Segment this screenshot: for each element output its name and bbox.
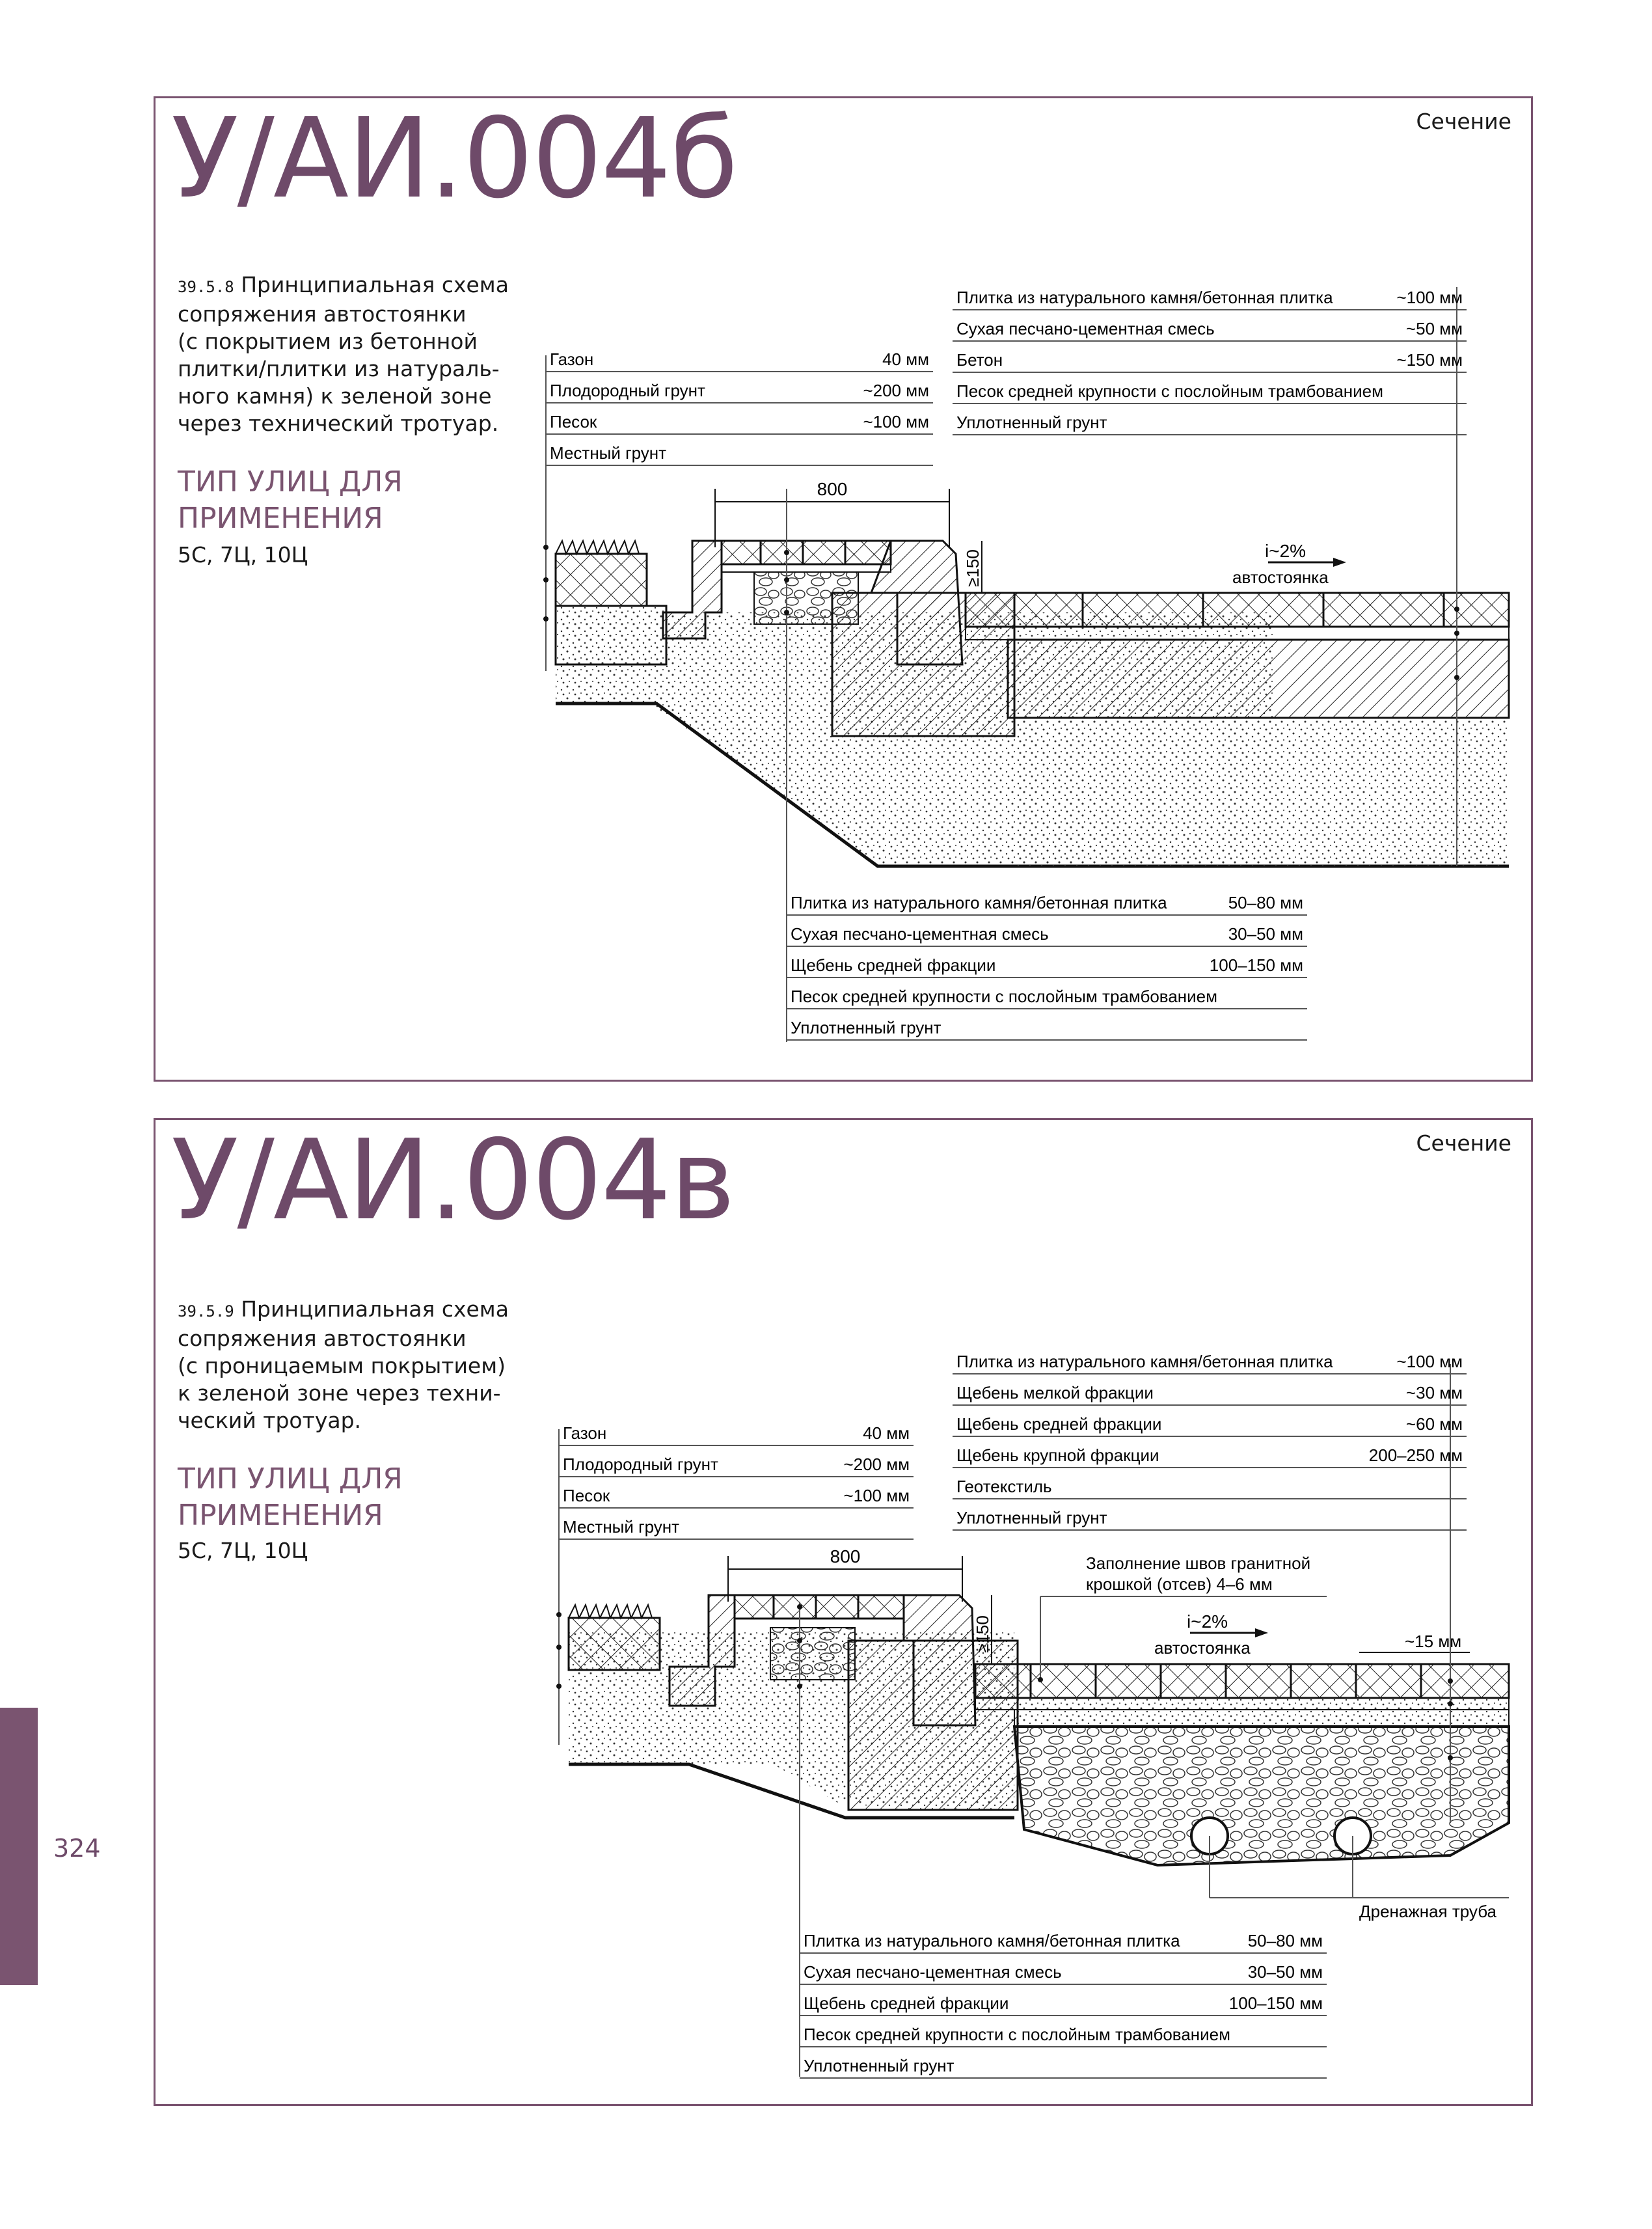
slope-label: автостоянка: [1232, 568, 1329, 587]
legend-layer-name: Песок средней крупности с послойным трамбованием: [791, 987, 1217, 1006]
legend-layer-name: Щебень крупной фракции: [956, 1445, 1159, 1465]
legend-left: [559, 1423, 914, 1539]
legend-layer-thickness: 100–150 мм: [1228, 1993, 1323, 2013]
legend-layer-name: Щебень средней фракции: [804, 1993, 1009, 2013]
legend-layer-name: Песок: [550, 412, 597, 431]
legend-layer-name: Сухая песчано-цементная смесь: [791, 924, 1049, 944]
description-number: 39.5.9: [178, 1302, 234, 1320]
description-line: (с проницаемым покрытием): [178, 1353, 506, 1378]
dimension-width-label: 800: [830, 1546, 861, 1566]
street-type-values: 5С, 7Ц, 10Ц: [178, 1538, 308, 1563]
sheet-panel-b: [154, 1118, 1533, 2106]
legend-right: [953, 288, 1467, 435]
lawn-fertile-soil: [556, 554, 647, 606]
section-label: Сечение: [1416, 109, 1511, 134]
description-line: Принципиальная схема: [241, 1296, 509, 1322]
lawn-sand: [556, 606, 666, 664]
description-line: Принципиальная схема: [241, 272, 509, 297]
street-type-heading-line: ПРИМЕНЕНИЯ: [178, 1499, 383, 1532]
slope-label: автостоянка: [1154, 1638, 1251, 1658]
parking-tiles: [975, 1664, 1509, 1698]
legend-layer-thickness: 40 мм: [882, 349, 929, 369]
slope-value: i~2%: [1187, 1611, 1228, 1632]
legend-layer-thickness: ~150 мм: [1396, 350, 1463, 370]
legend-layer-name: Уплотненный грунт: [956, 413, 1107, 432]
legend-layer-thickness: 100–150 мм: [1209, 955, 1303, 975]
description-line: (с покрытием из бетонной: [178, 329, 478, 354]
legend-layer-name: Газон: [550, 349, 594, 369]
parking-coarse-gravel: [1014, 1727, 1509, 1865]
legend-layer-name: Плитка из натурального камня/бетонная плитка: [804, 1931, 1180, 1950]
legend-layer-name: Газон: [563, 1423, 607, 1443]
street-type-values: 5С, 7Ц, 10Ц: [178, 542, 308, 568]
drain-pipe-label: Дренажная труба: [1359, 1902, 1496, 1921]
legend-layer-name: Песок: [563, 1486, 610, 1505]
legend-layer-name: Щебень средней фракции: [791, 955, 996, 975]
description-line: ческий тротуар.: [178, 1408, 362, 1433]
legend-layer-thickness: ~30 мм: [1405, 1383, 1463, 1402]
sheet-code: У/АИ.004б: [171, 94, 737, 223]
legend-layer-name: Сухая песчано-цементная смесь: [804, 1962, 1062, 1982]
legend-layer-thickness: 30–50 мм: [1247, 1962, 1323, 1982]
legend-layer-name: Местный грунт: [550, 443, 667, 463]
sheet-panel-a: [154, 96, 1533, 1082]
parking-fine-gravel: [975, 1698, 1509, 1710]
street-type-heading-line: ТИП УЛИЦ ДЛЯ: [178, 1462, 403, 1496]
legend-layer-name: Песок средней крупности с послойным трамбованием: [956, 381, 1383, 401]
legend-layer-thickness: ~100 мм: [1396, 1352, 1463, 1371]
legend-layer-thickness: ~100 мм: [843, 1486, 910, 1505]
legend-layer-thickness: 40 мм: [863, 1423, 910, 1443]
legend-layer-name: Плитка из натурального камня/бетонная плитка: [791, 893, 1167, 912]
legend-layer-thickness: ~100 мм: [1396, 288, 1463, 307]
legend-layer-thickness: ~200 мм: [843, 1455, 910, 1474]
joint-note-line: Заполнение швов гранитной: [1086, 1553, 1311, 1573]
legend-layer-name: Бетон: [956, 350, 1003, 370]
legend-bottom: [787, 893, 1307, 1040]
description-line: ного камня) к зеленой зоне: [178, 383, 492, 409]
slope-value: i~2%: [1265, 541, 1307, 561]
lawn-fertile-soil: [569, 1618, 660, 1670]
legend-layer-thickness: ~200 мм: [863, 381, 929, 400]
sheet-code: У/АИ.004в: [171, 1116, 735, 1245]
legend-layer-name: Плодородный грунт: [550, 381, 705, 400]
page-number: 324: [53, 1834, 101, 1863]
parking-tiles: [966, 593, 1509, 627]
legend-layer-name: Геотекстиль: [956, 1477, 1052, 1496]
legend-layer-thickness: 50–80 мм: [1247, 1931, 1323, 1950]
legend-layer-thickness: 30–50 мм: [1228, 924, 1303, 944]
legend-layer-thickness: ~100 мм: [863, 412, 929, 431]
description-line: сопряжения автостоянки: [178, 301, 467, 327]
section-label: Сечение: [1416, 1130, 1511, 1156]
legend-layer-thickness: ~60 мм: [1405, 1414, 1463, 1434]
legend-layer-name: Уплотненный грунт: [804, 2056, 955, 2075]
description-line: плитки/плитки из натураль-: [178, 356, 500, 381]
legend-layer-name: Уплотненный грунт: [791, 1018, 941, 1037]
sidewalk-gravel: [770, 1628, 855, 1680]
parking-medium-gravel: [1014, 1710, 1509, 1727]
sidewalk-tiles: [735, 1595, 904, 1619]
description-line: сопряжения автостоянки: [178, 1326, 467, 1351]
description-number: 39.5.8: [178, 278, 234, 296]
dimension-height-label: ≥150: [963, 549, 982, 587]
cross-section-drawing-b: [156, 1116, 1535, 2108]
legend-layer-name: Щебень средней фракции: [956, 1414, 1162, 1434]
legend-layer-name: Плодородный грунт: [563, 1455, 718, 1474]
legend-layer-name: Плитка из натурального камня/бетонная плитка: [956, 288, 1333, 307]
legend-layer-name: Уплотненный грунт: [956, 1508, 1107, 1527]
grass-surface: [556, 541, 639, 554]
legend-layer-name: Сухая песчано-цементная смесь: [956, 319, 1215, 338]
street-type-heading-line: ПРИМЕНЕНИЯ: [178, 502, 383, 535]
parking-sand: [1014, 718, 1509, 866]
legend-layer-thickness: 50–80 мм: [1228, 893, 1303, 912]
description-line: к зеленой зоне через техни-: [178, 1380, 501, 1406]
street-type-heading-line: ТИП УЛИЦ ДЛЯ: [178, 465, 403, 499]
legend-bottom: [800, 1931, 1327, 2078]
joint-note-line: крошкой (отсев) 4–6 мм: [1086, 1574, 1273, 1594]
legend-layer-name: Плитка из натурального камня/бетонная плитка: [956, 1352, 1333, 1371]
legend-layer-thickness: ~50 мм: [1405, 319, 1463, 338]
joint-size-label: ~15 мм: [1405, 1632, 1462, 1651]
page-side-tab: [0, 1708, 38, 1985]
legend-layer-name: Щебень мелкой фракции: [956, 1383, 1154, 1402]
legend-right: [953, 1352, 1467, 1530]
grass-surface: [569, 1605, 652, 1618]
dimension-height-label: ≥150: [973, 1615, 992, 1653]
legend-layer-name: Песок средней крупности с послойным трамбованием: [804, 2025, 1230, 2044]
parking-concrete: [1008, 640, 1509, 718]
sidewalk-dry-mix: [722, 564, 891, 572]
sidewalk-tiles: [722, 541, 891, 564]
description-line: через технический тротуар.: [178, 411, 499, 436]
cross-section-drawing-a: [156, 94, 1535, 1084]
legend-layer-name: Местный грунт: [563, 1517, 680, 1537]
legend-layer-thickness: 200–250 мм: [1368, 1445, 1463, 1465]
dimension-width-label: 800: [817, 479, 848, 499]
legend-left: [546, 349, 933, 465]
